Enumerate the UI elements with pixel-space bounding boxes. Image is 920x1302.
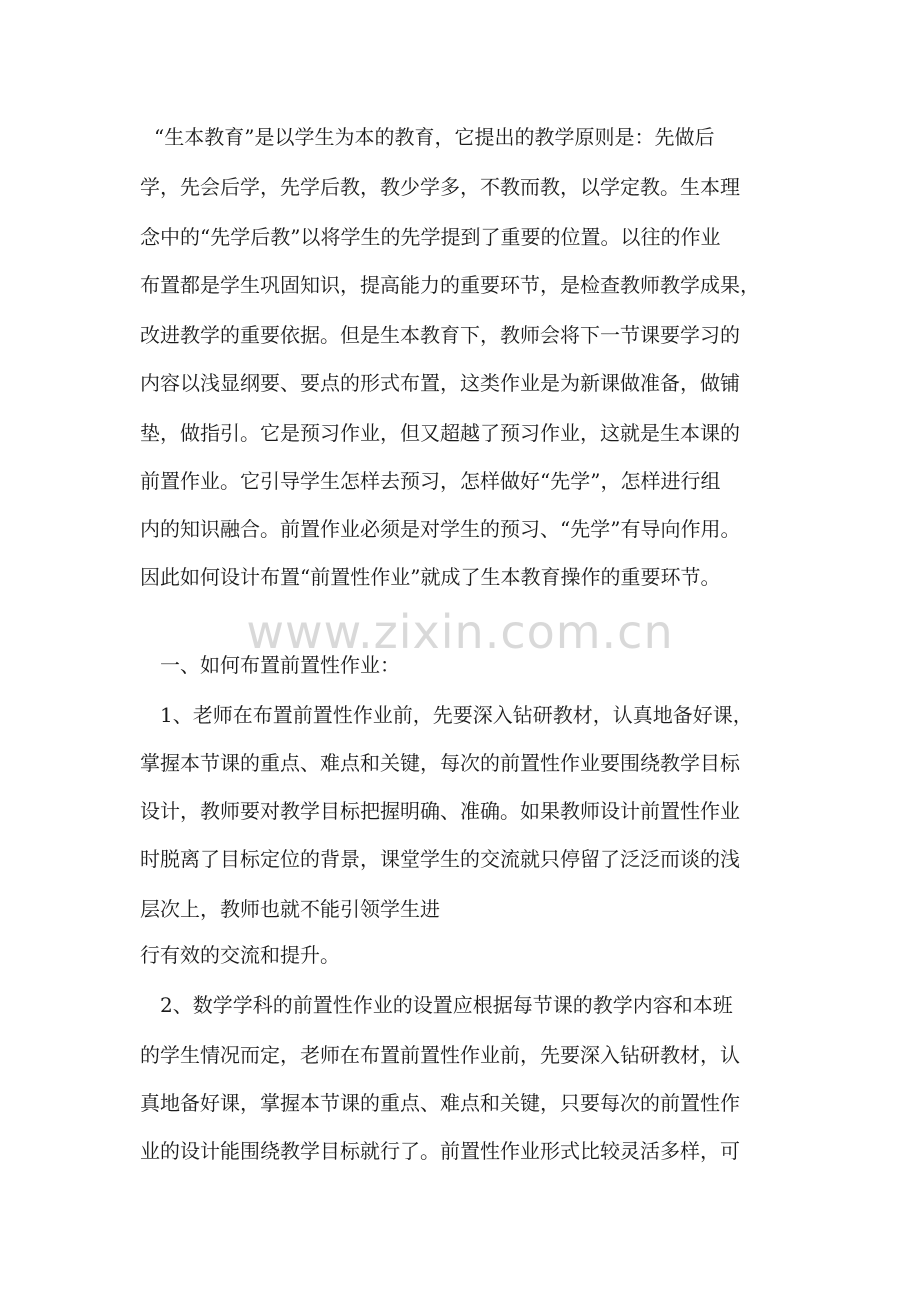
section-heading: 一、如何布置前置性作业： <box>160 653 400 677</box>
intro-line-3: 念中的“先学后教”以将学生的先学提到了重要的位置。以往的作业 <box>140 225 721 249</box>
item-1-line-1: 1、老师在布置前置性作业前，先要深入钻研教材，认真地备好课， <box>160 703 753 727</box>
item-2-line-3: 真地备好课，掌握本节课的重点、难点和关键，只要每次的前置性作 <box>140 1091 740 1115</box>
intro-line-10: 因此如何设计布置“前置性作业”就成了生本教育操作的重要环节。 <box>140 565 721 589</box>
intro-line-1: “生本教育”是以学生为本的教育，它提出的教学原则是：先做后 <box>154 125 715 149</box>
intro-line-2: 学，先会后学，先学后教，教少学多，不教而教，以学定教。生本理 <box>140 175 740 199</box>
item-2-line-1: 2、数学学科的前置性作业的设置应根据每节课的教学内容和本班 <box>160 993 733 1017</box>
intro-line-5: 改进教学的重要依据。但是生本教育下，教师会将下一节课要学习的 <box>140 323 740 347</box>
item-2-line-2: 的学生情况而定，老师在布置前置性作业前，先要深入钻研教材，认 <box>140 1043 740 1067</box>
intro-line-7: 垫，做指引。它是预习作业，但又超越了预习作业，这就是生本课的 <box>140 421 740 445</box>
item-1-line-3: 设计，教师要对教学目标把握明确、准确。如果教师设计前置性作业 <box>140 799 740 823</box>
item-2-line-4: 业的设计能围绕教学目标就行了。前置性作业形式比较灵活多样，可 <box>140 1139 740 1163</box>
intro-line-6: 内容以浅显纲要、要点的形式布置，这类作业是为新课做准备，做铺 <box>140 371 740 395</box>
item-1-line-5: 层次上，教师也就不能引领学生进 <box>140 897 440 921</box>
watermark: www.zixin.com.cn <box>246 605 674 659</box>
item-1-line-2: 掌握本节课的重点、难点和关键，每次的前置性作业要围绕教学目标 <box>140 751 740 775</box>
intro-line-9: 内的知识融合。前置作业必须是对学生的预习、“先学”有导向作用。 <box>140 517 741 541</box>
intro-line-4: 布置都是学生巩固知识，提高能力的重要环节，是检查教师教学成果， <box>140 273 760 297</box>
intro-line-8: 前置作业。它引导学生怎样去预习，怎样做好“先学”，怎样进行组 <box>140 469 721 493</box>
item-1-line-4: 时脱离了目标定位的背景，课堂学生的交流就只停留了泛泛而谈的浅 <box>140 847 740 871</box>
item-1-line-6: 行有效的交流和提升。 <box>140 943 340 967</box>
